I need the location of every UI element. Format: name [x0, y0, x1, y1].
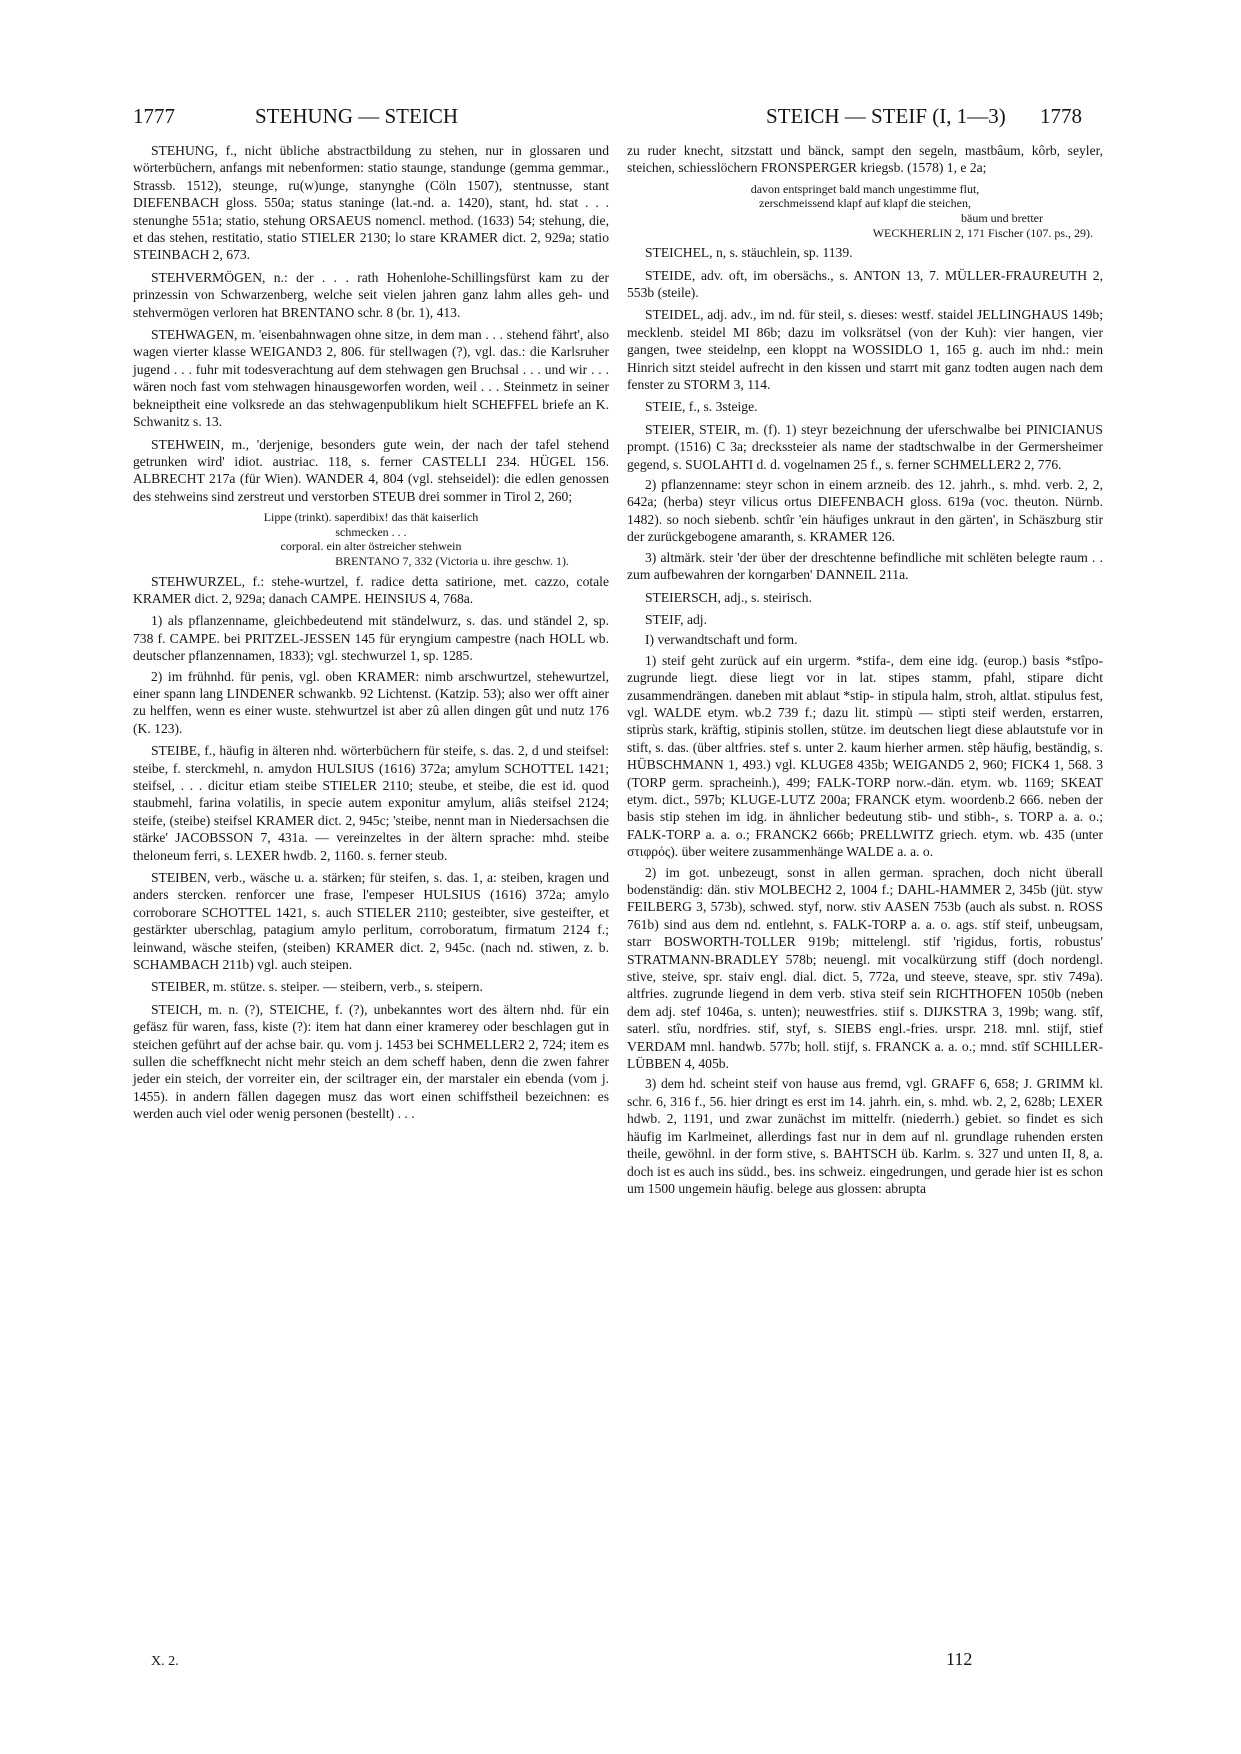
running-title-left: STEHUNG — STEICH [255, 104, 458, 128]
page-number-right: 1778 [1040, 104, 1082, 128]
entry-steidel: STEIDEL, adj. adv., im nd. für steil, s. dieses: westf. staidel JELLINGHAUS 149b; mecklenb. steidel MI 86b; dazu im volksrätsel (von der Kuh): vier hangen, vier gangen, twee steidelnp, een kloppt na WOSSIDLO 1, 165 g. auch im nhd.: mein Hinrich sitzt steidel aufrecht in den kissen und starrt mit ganz todten augen nach dem fenster zu STORM 3, 114. [627, 307, 1103, 393]
entry-steich-continued: zu ruder knecht, sitzstatt und bänck, sampt den segeln, mastbâum, kôrb, seyler, steichen, schiesslöchern FRONSPERGER kriegsb. (1578) 1, e 2a; [627, 143, 1103, 176]
entry-steich: STEICH, m. n. (?), STEICHE, f. (?), unbekanntes wort des ältern nhd. für ein gefäsz für waren, fass, kiste (?): item hat dann einer kramerey oder beschlagen gut in steichen geführt auf der achse bair. qu. vom j. 1453 bei SCHMELLER2 2, 724; item es sullen die scheffknecht nicht mehr steich an dem scheff haben, denn die zwen fahrer jeder ein steich, der vorreiter ein, der sciltrager ein, der marstaler ein ebenda (vom j. 1455). in andern fällen dagegen musz das wort einen schiffstheil bezeichnen: es werden auch viel oder wenig personen (bestellt) . . . [133, 1001, 609, 1122]
entry-stehung: STEHUNG, f., nicht übliche abstractbildung zu stehen, nur in glossaren und wörterbüchern, anfangs mit nebenformen: statio staunge, standunge (gemma gemmar., Strassb. 1512), steunge, ru(w)unge, stanynghe (Cöln 1507), stentnusse, stant DIEFENBACH gloss. 550a; status staninge (lat.-nd. a. 1420), stant, hd. stat . . . stenunghe 551a; statio, stehung ORSAEUS nomencl. method. (1633) 54; stehung, die, et das stehen, restitatio, statio STIELER 2130; lo stare KRAMER dict. 2, 929a; statio STEINBACH 2, 673. [133, 143, 609, 263]
entry-steier-sense-3: 3) altmärk. steir 'der über der dreschtenne befindliche mit schlëten belegte raum . . zum aufbewahren der korngarben' DANNEIL 211a. [627, 549, 1103, 583]
signature-mark: X. 2. [151, 1654, 179, 1669]
entry-stehwein: STEHWEIN, m., 'derjenige, besonders gute wein, der nach der tafel stehend getrunken wird' idiot. austriac. 118, s. ferner CASTELLI 234. HÜGEL 156. ALBRECHT 217a (für Wien). WANDER 4, 804 (vgl. stehseidel): die edlen genossen des stehweins sind zerstreut und verstorben STEUB drei sommer in Tirol 2, 260; [133, 436, 609, 504]
quote-line: bäum und bretter [961, 211, 1043, 225]
quote-line: schmecken . . . [335, 524, 407, 539]
entry-steichel: STEICHEL, n, s. stäuchlein, sp. 1139. [645, 245, 853, 261]
entry-steif-sense-2: 2) im got. unbezeugt, sonst in allen german. sprachen, doch nicht überall bodenständig: dän. stiv MOLBECH2 2, 1004 f.; DAHL-HAMMER 2, 345b (jüt. styw FEILBERG 3, 573b), schwed. styf, norw. stiv AASEN 753b (auch als subst. n. ROSS 761b) sind aus dem nd. entlehnt, s. FALK-TORP a. a. o. ags. stíf steif, unbeugsam, starr BOSWORTH-TOLLER 919b; mittelengl. stif 'rigidus, fortis, robustus' STRATMANN-BRADLEY 578b; neuengl. mit vocalkürzung stiff (doch nordengl. stive, steive, spr. staiv engl. dial. dict. 5, 772a, und steeve, steave, spr. stiv 749a). altfries. zugrunde liegend in dem verb. stiva steif sein RICHTHOFEN 1050b (neben dem adj. stef 1046a, s. unten); neuwestfries. stiif s. DIJKSTRA 3, 199b; wang. stîf, saterl. stîu, nordfries. stif, styf, s. SIEBS engl.-fries. urspr. 218. mnl. stijf, stief VERDAM mnl. handwb. 577b; holl. stijf, s. FRANCK a. a. o.; mnd. stîf SCHILLER-LÜBBEN 4, 405b. [627, 864, 1103, 1072]
running-title-right: STEICH — STEIF (I, 1—3) [766, 104, 1006, 128]
right-column [627, 142, 1103, 1200]
entry-steide: STEIDE, adv. oft, im obersächs., s. ANTON 13, 7. MÜLLER-FRAUREUTH 2, 553b (steile). [627, 267, 1103, 300]
entry-steif-sense-1: 1) steif geht zurück auf ein urgerm. *stifa-, dem eine idg. (europ.) basis *stîpo- zugrunde liegt. diese liegt vor in lat. stipes stamm, pfahl, stipare dicht zusammendrängen. daneben mit ablaut *stip- in stipula halm, stroh, altlat. stipulus fest, vgl. WALDE etym. wb.2 739 f.; dazu lit. stimpù — stìpti steif werden, erstarren, stiprùs stark, kräftig, stipinis stollen, stütze. im deutschen liegt diese ablautstufe vor in stift, s. das. (über altfries. stef s. unter 2. kaum hierher armen. stêp häufig, beständig, s. HÜBSCHMANN 1, 493.) vgl. KLUGE8 435b; WEIGAND5 2, 960; FICK4 1, 568. 3 (TORP germ. spracheinh.), 499; FALK-TORP norw.-dän. etym. wb. 1169; SKEAT etym. dict., 597b; KLUGE-LUTZ 200a; FRANCK etym. woordenb.2 666. neben der basis stip stehen im idg. in ähnlicher bedeutung stib- und stibh-, s. TORP a. a. o.; FALK-TORP a. a. o.; FRANCK2 666b; PRELLWITZ griech. etym. wb. 435 (unter στιφρός). über weitere zusammenhänge WALDE a. a. o. [627, 652, 1103, 860]
entry-steiben: STEIBEN, verb., wäsche u. a. stärken; für steifen, s. das. 1, a: steiben, kragen und anders stercken. renforcer une frase, l'empeser HULSIUS (1616) 372a; amylo corroborare SCHOTTEL 1421, s. auch STIELER 2110; gesteibter, sive gesteifter, et gestärkter uberschlag, patagium amylo perlitum, corroboratum, firmatum 2124 f.; leinwand, wäsche steifen, (steiben) KRAMER dict. 2, 945c. (nach nd. stiwen, z. b. SCHAMBACH 211b) vgl. auch steipen. [133, 870, 609, 973]
quote-line: zerschmeissend klapf auf klapf die steichen, [759, 196, 971, 211]
entry-steier: STEIER, STEIR, m. (f). 1) steyr bezeichnung der uferschwalbe bei PINICIANUS prompt. (1516) C 3a; dreckssteier als name der stadtschwalbe in der Germersheimer gegend, s. SUOLAHTI d. d. vogelnamen 25 f., s. ferner SCHMELLER2 2, 776. [627, 421, 1103, 472]
page-number-left: 1777 [133, 104, 175, 128]
entry-steiber: STEIBER, m. stütze. s. steiper. — steibern, verb., s. steipern. [151, 979, 483, 995]
quote-line: corporal. ein alter östreicher stehwein [280, 539, 462, 554]
page-header [0, 104, 1241, 134]
verse-quote-left [133, 510, 609, 568]
entry-steif: STEIF, adj. [645, 611, 707, 627]
quote-line: BRENTANO 7, 332 (Victoria u. ihre geschw. 1). [335, 553, 569, 568]
entry-steibe: STEIBE, f., häufig in älteren nhd. wörterbüchern für steife, s. das. 2, d und steifsel: steibe, f. sterckmehl, n. amydon HULSIUS (1616) 372a; amylum SCHOTTEL 1421; steifsel, . . . dicitur etiam steibe STIELER 2110; steube, et steibe, die est id. quod staubmehl, farina volatilis, in specie autem exponitur amylum, aliâs steifsel 2124; steife, (steibe) steifsel KRAMER dict. 2, 945c; 'steibe, nennt man in Niedersachsen die stärke' JACOBSSON 7, 431a. — vereinzeltes in der ältern sprache: mhd. steibe theloneum ferri, s. LEXER hwdb. 2, 1160. s. ferner steub. [133, 743, 609, 863]
entry-stehwagen: STEHWAGEN, m. 'eisenbahnwagen ohne sitze, in dem man . . . stehend fährt', also wagen vierter klasse WEIGAND3 2, 806. für stellwagen (?), vgl. das.: die Karlsruher jugend . . . fuhr mit todesverachtung auf dem stehwagen gen Bruchsal . . . und wir . . . wären noch fast vom stehwagen hinausgeworfen worden, weil . . . Steinmetz in seiner bekneiptheit eine volksrede an das stehwagenpublikum hielt SCHEFFEL briefe an K. Schwanitz s. 13. [133, 327, 609, 430]
quote-line: Lippe (trinkt). saperdibix! das thät kaiserlich [263, 510, 479, 525]
quote-line: davon entspringet bald manch ungestimme flut, [750, 181, 980, 196]
entry-steie: STEIE, f., s. 3steige. [645, 399, 758, 415]
entry-steier-sense-2: 2) pflanzenname: steyr schon in einem arzneib. des 12. jahrh., s. mhd. verb. 2, 2, 642a; (herba) steyr vilicus ortus DIEFENBACH gloss. 619a (voc. theuton. Nürnb. 1482). so noch siebenb. schtîr 'ein häufiges unkraut in den gärten', in Schäszburg stir der zurückgebogene amaranth, s. KRAMER 126. [627, 477, 1103, 545]
verse-quote-right [627, 182, 1103, 240]
entry-steiersch: STEIERSCH, adj., s. steirisch. [645, 589, 812, 605]
entry-stehwurzel: STEHWURZEL, f.: stehe-wurtzel, f. radice detta satirione, met. cazzo, cotale KRAMER dict. 2, 929a; danach CAMPE. HEINSIUS 4, 768a. [133, 573, 609, 606]
sheet-number: 112 [946, 1649, 973, 1669]
entry-stehvermoegen: STEHVERMÖGEN, n.: der . . . rath Hohenlohe-Schillingsfürst kam zu der prinzessin von Schwarzenberg, welche seit vielen jahren ganz lahm alles geh- und stehvermögen verloren hat BRENTANO schr. 8 (br. 1), 413. [133, 269, 609, 320]
left-column [133, 142, 609, 1128]
entry-steif-sense-3: 3) dem hd. scheint steif von hause aus fremd, vgl. GRAFF 6, 658; J. GRIMM kl. schr. 6, 316 f., 56. hier dringt es erst im 14. jahrh. ein, s. mhd. wb. 2, 2, 628b; LEXER hdwb. 2, 1191, und zwar zunächst im mittelfr. (niederrh.) gebiet. so findet es sich häufig im Karlmeinet, allerdings fast nur in dem auf nl. grundlage ruhenden ersten theile, gewöhnl. in der form stive, s. BAHTSCH üb. Karlm. s. 327 und unten II, 8, a. doch ist es auch ins südd., bes. ins schweiz. eingedrungen, und gerade hier ist es schon um 1500 ungemein häufig. belege aus glossen: abrupta [627, 1076, 1103, 1196]
entry-steif-section-1: I) verwandtschaft und form. [645, 632, 798, 648]
entry-stehwurzel-sense-1: 1) als pflanzenname, gleichbedeutend mit ständelwurz, s. das. und ständel 2, sp. 738 f. CAMPE. bei PRITZEL-JESSEN 145 für eryngium campestre (nach HOLL wb. deutscher pflanzennamen, 1833); vgl. stechwurzel 1, sp. 1285. [133, 613, 609, 664]
quote-line: WECKHERLIN 2, 171 Fischer (107. ps., 29). [872, 225, 1093, 240]
entry-stehwurzel-sense-2: 2) im frühnhd. für penis, vgl. oben KRAMER: nimb arschwurtzel, stehewurtzel, einer spann lang LINDENER schwankb. 92 Lichtenst. (Katzip. 53); also wer offt ainer zu helffen, wenn es einer wuste. stehwurtzel ist aber zû allen dingen gût und nutz 176 (K. 123). [133, 668, 609, 736]
